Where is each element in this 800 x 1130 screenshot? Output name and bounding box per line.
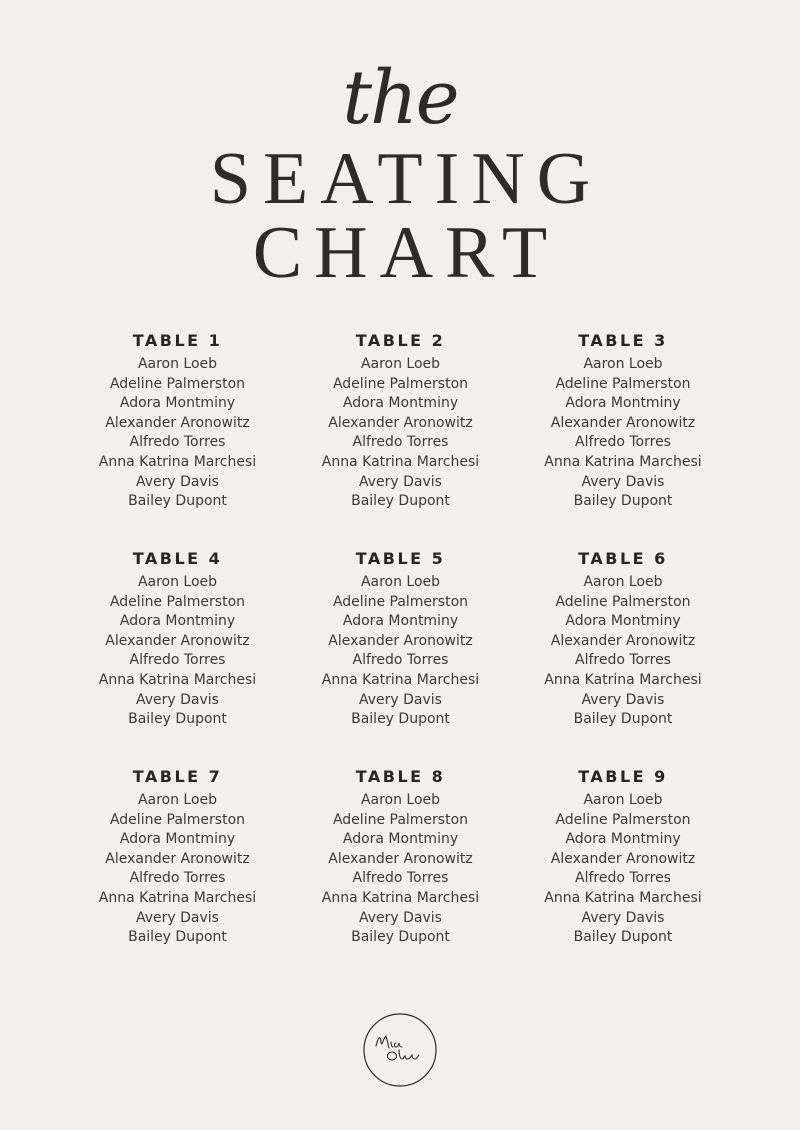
signature-logo-icon — [362, 1012, 438, 1088]
guest-name: Alexander Aronowitz — [105, 850, 250, 867]
table-heading: TABLE 1 — [132, 331, 223, 350]
guest-name: Alfredo Torres — [575, 434, 671, 451]
table-block — [512, 330, 734, 548]
guest-name: Anna Katrina Marchesi — [544, 889, 702, 906]
guest-name: Anna Katrina Marchesi — [321, 453, 480, 470]
svg-text:Mia Oliver: Mia Oliver — [400, 1082, 405, 1083]
guest-list — [66, 355, 289, 512]
page-title-line-1: SEATING — [209, 138, 603, 220]
guest-name: Alfredo Torres — [352, 434, 449, 451]
guest-name: Aaron Loeb — [360, 574, 441, 590]
guest-name: Alfredo Torres — [352, 870, 449, 887]
guest-name: Bailey Dupont — [573, 711, 673, 728]
guest-name: Adora Montminy — [342, 395, 459, 412]
table-heading: TABLE 3 — [578, 331, 668, 350]
guest-name: Alexander Aronowitz — [105, 632, 250, 649]
guest-name: Alexander Aronowitz — [550, 632, 696, 649]
guest-name: Aaron Loeb — [583, 792, 663, 808]
guest-name: Adeline Palmerston — [109, 811, 246, 828]
guest-name: Alexander Aronowitz — [328, 850, 473, 867]
guest-name: Aaron Loeb — [137, 356, 218, 372]
guest-name: Adora Montminy — [342, 831, 459, 848]
table-heading: TABLE 7 — [132, 767, 223, 786]
guest-name: Avery Davis — [136, 473, 219, 490]
guest-name: Alexander Aronowitz — [105, 414, 250, 431]
guest-name: Adora Montminy — [565, 395, 681, 412]
table-block — [289, 330, 512, 548]
table-heading: TABLE 6 — [578, 549, 668, 568]
guest-name: Anna Katrina Marchesi — [98, 453, 257, 470]
guest-name: Alfredo Torres — [575, 870, 671, 887]
table-block — [66, 766, 289, 984]
guest-name: Adeline Palmerston — [332, 593, 469, 610]
guest-list — [66, 573, 289, 730]
guest-name: Avery Davis — [136, 691, 219, 708]
guest-name: Bailey Dupont — [351, 929, 450, 946]
guest-name: Adeline Palmerston — [555, 811, 691, 828]
table-heading: TABLE 5 — [355, 549, 446, 568]
guest-name: Aaron Loeb — [360, 356, 441, 372]
table-heading: TABLE 9 — [578, 767, 668, 786]
guest-name: Adora Montminy — [119, 831, 236, 848]
guest-name: Aaron Loeb — [583, 574, 663, 590]
guest-name: Aaron Loeb — [360, 792, 441, 808]
guest-name: Adora Montminy — [565, 831, 681, 848]
guest-name: Adeline Palmerston — [109, 375, 246, 392]
guest-name: Aaron Loeb — [137, 792, 218, 808]
table-heading: TABLE 4 — [132, 549, 223, 568]
guest-name: Aaron Loeb — [583, 356, 663, 372]
tables-grid — [66, 330, 734, 984]
table-block — [66, 330, 289, 548]
guest-name: Bailey Dupont — [351, 711, 450, 728]
guest-name: Alexander Aronowitz — [550, 850, 696, 867]
guest-name: Alfredo Torres — [352, 652, 449, 669]
guest-name: Adora Montminy — [342, 613, 459, 630]
guest-name: Alfredo Torres — [129, 870, 226, 887]
table-block — [289, 548, 512, 766]
guest-name: Adeline Palmerston — [332, 375, 469, 392]
guest-name: Aaron Loeb — [137, 574, 218, 590]
guest-name: Bailey Dupont — [128, 929, 227, 946]
guest-list — [512, 355, 734, 512]
guest-name: Adora Montminy — [565, 613, 681, 630]
guest-list — [66, 791, 289, 948]
guest-name: Avery Davis — [359, 909, 442, 926]
table-block — [289, 766, 512, 984]
guest-name: Adora Montminy — [119, 613, 236, 630]
guest-name: Bailey Dupont — [128, 711, 227, 728]
guest-name: Anna Katrina Marchesi — [98, 889, 257, 906]
guest-name: Bailey Dupont — [573, 929, 673, 946]
guest-list — [512, 573, 734, 730]
guest-name: Bailey Dupont — [351, 493, 450, 510]
guest-name: Anna Katrina Marchesi — [321, 671, 480, 688]
table-block — [512, 766, 734, 984]
guest-name: Adeline Palmerston — [332, 811, 469, 828]
guest-name: Adora Montminy — [119, 395, 236, 412]
script-the-word: the — [342, 55, 458, 141]
guest-list — [289, 573, 512, 730]
table-heading: TABLE 2 — [355, 331, 446, 350]
guest-name: Anna Katrina Marchesi — [544, 453, 702, 470]
guest-name: Anna Katrina Marchesi — [321, 889, 480, 906]
guest-list — [512, 791, 734, 948]
guest-name: Avery Davis — [359, 691, 442, 708]
guest-name: Bailey Dupont — [573, 493, 673, 510]
guest-name: Avery Davis — [581, 691, 665, 708]
table-block — [512, 548, 734, 766]
guest-name: Adeline Palmerston — [555, 593, 691, 610]
guest-name: Anna Katrina Marchesi — [544, 671, 702, 688]
table-block — [66, 548, 289, 766]
guest-name: Avery Davis — [359, 473, 442, 490]
guest-name: Alexander Aronowitz — [328, 632, 473, 649]
guest-name: Adeline Palmerston — [555, 375, 691, 392]
guest-name: Alexander Aronowitz — [328, 414, 473, 431]
guest-name: Alfredo Torres — [129, 434, 226, 451]
guest-list — [289, 355, 512, 512]
guest-name: Alfredo Torres — [575, 652, 671, 669]
guest-name: Avery Davis — [581, 473, 665, 490]
table-heading: TABLE 8 — [355, 767, 446, 786]
guest-list — [289, 791, 512, 948]
guest-name: Anna Katrina Marchesi — [98, 671, 257, 688]
guest-name: Alexander Aronowitz — [550, 414, 696, 431]
guest-name: Avery Davis — [581, 909, 665, 926]
guest-name: Alfredo Torres — [129, 652, 226, 669]
guest-name: Adeline Palmerston — [109, 593, 246, 610]
page-title-line-2: CHART — [252, 212, 560, 294]
guest-name: Avery Davis — [136, 909, 219, 926]
guest-name: Bailey Dupont — [128, 493, 227, 510]
